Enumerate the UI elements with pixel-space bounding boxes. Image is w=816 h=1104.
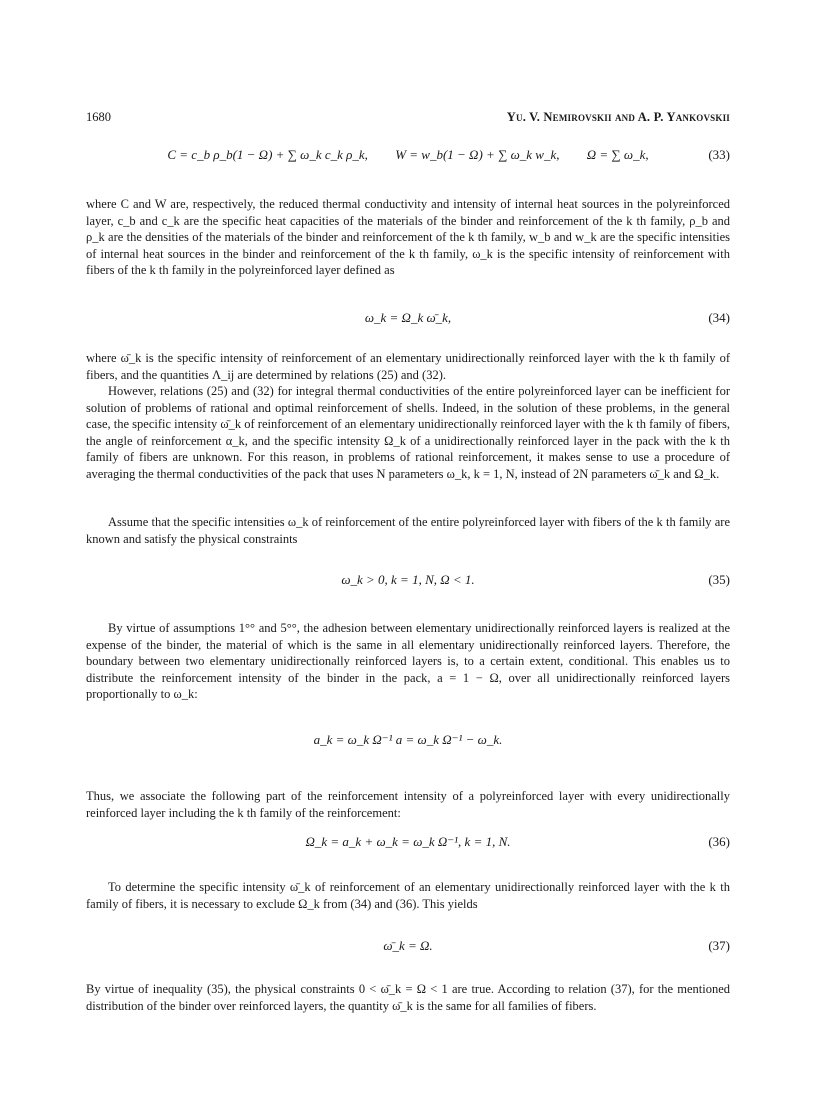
equation-37 [86, 934, 730, 964]
equation-body: a_k = ω_k Ω⁻¹ a = ω_k Ω⁻¹ − ω_k. [313, 732, 503, 747]
equation-body: ω_k > 0, k = 1, N, Ω < 1. [341, 572, 475, 587]
equation-body: Ω_k = a_k + ω_k = ω_k Ω⁻¹, k = 1, N. [305, 834, 511, 849]
equation-unnumbered [86, 728, 730, 758]
paragraph: However, relations (25) and (32) for integral thermal conductivities of the entire polyreinforced layer can be inefficient for solution of problems of rational and optimal reinforcement of shells. Indeed, in the solution of these problems, in the general case, the specific intensity ω̄_k of reinforcement of an elementary unidirectionally reinforced layer with the k th family of fibers, the angle of reinforcement α_k, and the specific intensity Ω_k of a unidirectionally reinforced layer in the pack with the k th family of fibers are unknown. For this reason, in problems of rational reinforcement, it makes sense to use a procedure of averaging the thermal conductivities of the pack that uses N parameters ω_k, k = 1, N, instead of 2N parameters ω̄_k and Ω_k. [86, 384, 730, 481]
paragraph: Thus, we associate the following part of the reinforcement intensity of a polyreinforced layer with every unidirectionally reinforced layer including the k th family of the reinforcement: [86, 789, 730, 820]
paragraph: To determine the specific intensity ω̄_k of reinforcement of an elementary unidirectionally reinforced layer with the k th family of fibers, it is necessary to exclude Ω_k from (34) and (36). This yields [86, 880, 730, 911]
equation-number: (37) [708, 938, 730, 953]
paragraph: By virtue of assumptions 1°° and 5°°, the adhesion between elementary unidirectionally reinforced layers is realized at the expense of the binder, the material of which is the same in all elementary unidirectionally reinforced layers. Therefore, the boundary between two elementary unidirectionally reinforced layers is, to a certain extent, conditional. This enables us to distribute the reinforcement intensity of the binder in the pack, a = 1 − Ω, over all unidirectionally reinforced layers proportionally to ω_k: [86, 621, 730, 702]
equation-number: (34) [708, 310, 730, 325]
equation-number: (36) [708, 834, 730, 849]
paragraph: Assume that the specific intensities ω_k of reinforcement of the entire polyreinforced layer with fibers of the k th family are known and satisfy the physical constraints [86, 515, 730, 546]
page-header [86, 110, 730, 128]
page-number: 1680 [86, 110, 111, 124]
equation-34 [86, 306, 730, 336]
equation-33-heat-sources: W = w_b(1 − Ω) + ∑ ω_k w_k, [395, 147, 560, 162]
equation-number: (35) [708, 572, 730, 587]
equation-body: ω_k = Ω_k ω̄_k, [364, 310, 452, 325]
paragraph: where C and W are, respectively, the reduced thermal conductivity and intensity of internal heat sources in the polyreinforced layer, c_b and c_k are the specific heat capacities of the materials of the binder and reinforcement of the k th family, ρ_b and ρ_k are the densities of the materials of the binder and reinforcement of the k th family, w_b and w_k are the specific intensities of internal heat sources in the binder and reinforcement of the k th family, ω_k is the specific intensity of reinforcement with fibers of the k th family in the polyreinforced layer defined as [86, 197, 730, 278]
paragraph: where ω̄_k is the specific intensity of reinforcement of an elementary unidirectionally reinforced layer with the k th family of fibers, and the quantities Λ_ij are determined by relations (25) and (32). [86, 351, 730, 382]
running-head: Yu. V. Nemirovskii and A. P. Yankovskii [506, 110, 730, 124]
equation-33-thermal-conductivity: C = c_b ρ_b(1 − Ω) + ∑ ω_k c_k ρ_k, [167, 147, 368, 162]
equation-36 [86, 830, 730, 860]
equation-33 [86, 143, 730, 173]
equation-35 [86, 568, 730, 598]
paragraph: By virtue of inequality (35), the physical constraints 0 < ω̄_k = Ω < 1 are true. According to relation (37), for the mentioned distribution of the binder over reinforced layers, the quantity ω̄_k is the same for all families of fibers. [86, 982, 730, 1013]
equation-body: ω̄_k = Ω. [383, 938, 433, 953]
equation-number: (33) [708, 147, 730, 162]
equation-33-total-intensity: Ω = ∑ ω_k, [586, 147, 649, 162]
